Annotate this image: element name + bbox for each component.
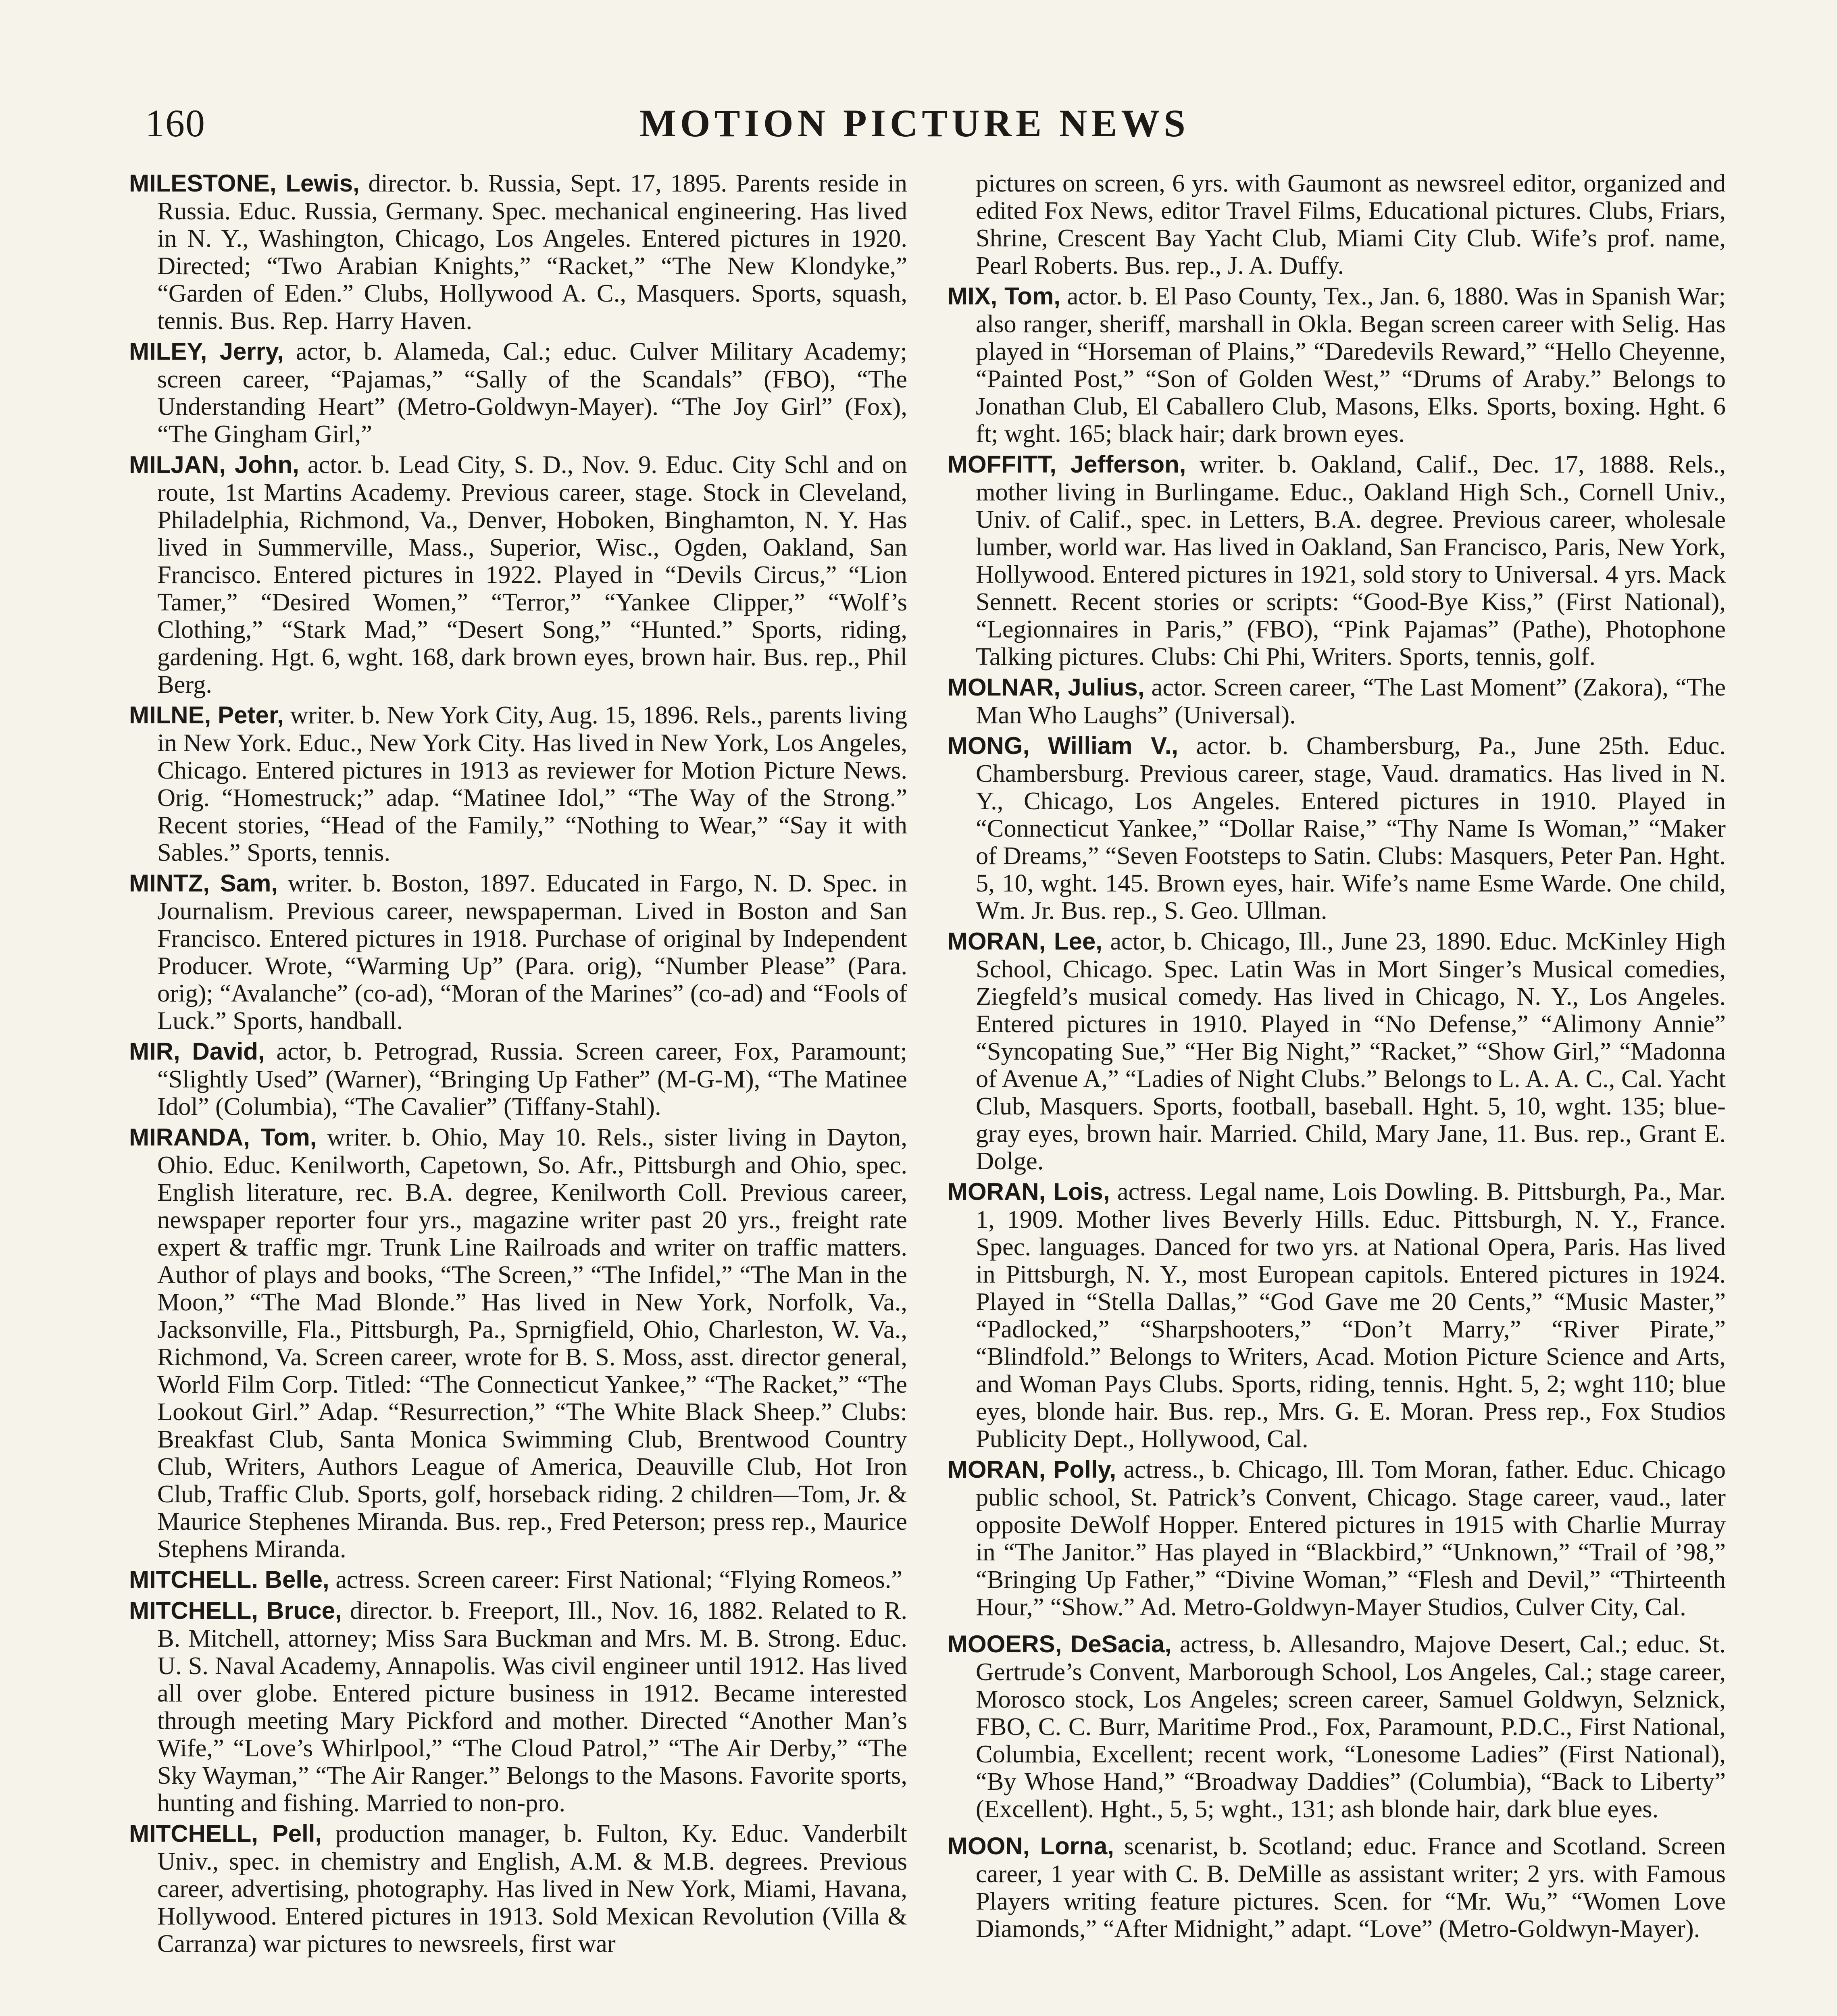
directory-entry <box>129 337 907 448</box>
entry-name: MOON, Lorna, <box>948 1833 1114 1860</box>
entry-name: MORAN, Lois, <box>948 1178 1110 1205</box>
entry-text: actor. b. Chambersburg, Pa., June 25th. Educ. Chambersburg. Previous career, stage, Vaud. dramatics. Has lived in N. Y., Chicago, Los Angeles. Entered pictures in 1910. Played in “Connecticut Yankee,” “Dollar Raise,” “Thy Name Is Woman,” “Maker of Dreams,” “Seven Footsteps to Satin. Clubs: Masquers, Peter Pan. Hght. 5, 10, wght. 145. Brown eyes, hair. Wife’s name Esme Warde. One child, Wm. Jr. Bus. rep., S. Geo. Ullman. <box>976 731 1726 925</box>
entry-text: actor. b. Lead City, S. D., Nov. 9. Educ. City Schl and on route, 1st Martins Academy. Previous career, stage. Stock in Cleveland, Philadelphia, Richmond, Va., Denver, Hoboken, Binghamton, N. Y. Has lived in Summerville, Mass., Superior, Wisc., Ogden, Oakland, San Francisco. Entered pictures in 1922. Played in “Devils Circus,” “Lion Tamer,” “Desired Women,” “Terror,” “Yankee Clipper,” “Wolf’s Clothing,” “Stark Mad,” “Desert Song,” “Hunted.” Sports, riding, gardening. Hgt. 6, wght. 168, dark brown eyes, brown hair. Bus. rep., Phil Berg. <box>157 450 907 698</box>
page-header <box>137 93 1692 153</box>
entry-text: actress., b. Chicago, Ill. Tom Moran, father. Educ. Chicago public school, St. Patrick’s Convent, Chicago. Stage career, vaud., later opposite DeWolf Hopper. Entered pictures in 1915 with Charlie Murray in “The Janitor.” Has played in “Blackbird,” “Unknown,” “Trail of ’98,” “Bringing Up Father,” “Divine Woman,” “Flesh and Devil,” “Thirteenth Hour,” “Show.” Ad. Metro-Goldwyn-Mayer Studios, Culver City, Cal. <box>976 1455 1726 1621</box>
entry-text: actress, b. Allesandro, Majove Desert, Cal.; educ. St. Gertrude’s Convent, Marborough School, Los Angeles, Cal.; stage career, Morosco stock, Los Angeles; screen career, Samuel Goldwyn, Selznick, FBO, C. C. Burr, Maritime Prod., Fox, Paramount, P.D.C., First National, Columbia, Excellent; recent work, “Lonesome Ladies” (First National), “By Whose Hand,” “Broadway Daddies” (Columbia), “Back to Liberty” (Excellent). Hght., 5, 5; wght., 131; ash blonde hair, dark blue eyes. <box>976 1630 1726 1823</box>
entry-text: director. b. Freeport, Ill., Nov. 16, 1882. Related to R. B. Mitchell, attorney; Miss Sara Buckman and Mrs. M. B. Strong. Educ. U. S. Naval Academy, Annapolis. Was civil engineer until 1912. Has lived all over globe. Entered picture business in 1912. Became interested through meeting Mary Pickford and mother. Directed “Another Man’s Wife,” “Love’s Whirlpool,” “The Cloud Patrol,” “The Air Derby,” “The Sky Wayman,” “The Air Ranger.” Belongs to the Masons. Favorite sports, hunting and fishing. Married to non-pro. <box>157 1596 907 1817</box>
directory-entry <box>948 732 1726 924</box>
entry-name: MORAN, Lee, <box>948 928 1102 955</box>
directory-entry <box>948 1630 1726 1822</box>
entry-text: scenarist, b. Scotland; educ. France and Scotland. Screen career, 1 year with C. B. DeMille as assistant writer; 2 yrs. with Famous Players writing feature pictures. Scen. for “Mr. Wu,” “Women Love Diamonds,” “After Midnight,” adapt. “Love” (Metro-Goldwyn-Mayer). <box>976 1832 1726 1943</box>
entry-name: MITCHELL, Pell, <box>129 1820 322 1847</box>
entry-text: actor. b. El Paso County, Tex., Jan. 6, 1880. Was in Spanish War; also ranger, sheriff, marshall in Okla. Began screen career with Selig. Has played in “Horseman of Plains,” “Daredevils Reward,” “Hello Cheyenne, “Painted Post,” “Son of Golden West,” “Drums of Araby.” Belongs to Jonathan Club, El Caballero Club, Masons, Elks. Sports, boxing. Hght. 6 ft; wght. 165; black hair; dark brown eyes. <box>976 282 1726 448</box>
directory-entry <box>948 450 1726 670</box>
entry-name: MOOERS, DeSacia, <box>948 1631 1172 1658</box>
directory-entry <box>948 169 1726 279</box>
running-title: MOTION PICTURE NEWS <box>639 102 1189 145</box>
entry-text: actor, b. Petrograd, Russia. Screen career, Fox, Paramount; “Slightly Used” (Warner), “Bringing Up Father” (M-G-M), “The Matinee Idol” (Columbia), “The Cavalier” (Tiffany-Stahl). <box>157 1037 907 1120</box>
entry-name: MIR, David, <box>129 1038 265 1065</box>
entry-text: actor, b. Alameda, Cal.; educ. Culver Military Academy; screen career, “Pajamas,” “Sally of the Scandals” (FBO), “The Understanding Heart” (Metro-Goldwyn-Mayer). “The Joy Girl” (Fox), “The Gingham Girl,” <box>157 337 907 448</box>
entry-name: MONG, William V., <box>948 732 1179 759</box>
directory-entry <box>129 1820 907 1957</box>
directory-entry <box>129 1037 907 1120</box>
directory-entry <box>948 927 1726 1175</box>
directory-entry <box>948 1178 1726 1452</box>
entry-name: MILEY, Jerry, <box>129 338 284 365</box>
entry-text: pictures on screen, 6 yrs. with Gaumont as newsreel editor, organized and edited Fox News, editor Travel Films, Educational pictures. Clubs, Friars, Shrine, Crescent Bay Yacht Club, Miami City Club. Wife’s prof. name, Pearl Roberts. Bus. rep., J. A. Duffy. <box>976 169 1726 279</box>
directory-entry <box>129 701 907 866</box>
entry-text: writer. b. New York City, Aug. 15, 1896. Rels., parents living in New York. Educ., New York City. Has lived in New York, Los Angeles, Chicago. Entered pictures in 1913 as reviewer for Motion Picture News. Orig. “Homestruck;” adap. “Matinee Idol,” “The Way of the Strong.” Recent stories, “Head of the Family,” “Nothing to Wear,” “Say it with Sables.” Sports, tennis. <box>157 701 907 866</box>
entry-name: MOLNAR, Julius, <box>948 674 1145 701</box>
directory-entry <box>129 169 907 334</box>
entry-name: MORAN, Polly, <box>948 1456 1116 1483</box>
left-column <box>129 169 907 2016</box>
entry-name: MIRANDA, Tom, <box>129 1124 317 1151</box>
entry-text: actress. Screen career: First National; “Flying Romeos.” <box>329 1565 903 1593</box>
entry-name: MITCHELL. Belle, <box>129 1566 329 1593</box>
directory-entry <box>129 1566 907 1593</box>
entry-text: writer. b. Oakland, Calif., Dec. 17, 1888. Rels., mother living in Burlingame. Educ., Oakland High Sch., Cornell Univ., Univ. of Calif., spec. in Letters, B.A. degree. Previous career, wholesale lumber, world war. Has lived in Oakland, San Francisco, Paris, New York, Hollywood. Entered pictures in 1921, sold story to Universal. 4 yrs. Mack Sennett. Recent stories or scripts: “Good-Bye Kiss,” (First National), “Legionnaires in Paris,” (FBO), “Pink Pajamas” (Pathe), Photophone Talking pictures. Clubs: Chi Phi, Writers. Sports, tennis, golf. <box>976 450 1726 671</box>
entry-text: writer. b. Boston, 1897. Educated in Fargo, N. D. Spec. in Journalism. Previous career, newspaperman. Lived in Boston and San Francisco. Entered pictures in 1918. Purchase of original by Independent Producer. Wrote, “Warming Up” (Para. orig), “Number Please” (Para. orig); “Avalanche” (co-ad), “Moran of the Marines” (co-ad) and “Fools of Luck.” Sports, handball. <box>157 869 907 1035</box>
directory-entry <box>948 282 1726 447</box>
entry-name: MILESTONE, Lewis, <box>129 170 360 197</box>
entry-text: production manager, b. Fulton, Ky. Educ. Vanderbilt Univ., spec. in chemistry and English, A.M. & M.B. degrees. Previous career, advertising, photography. Has lived in New York, Miami, Havana, Hollywood. Entered pictures in 1913. Sold Mexican Revolution (Villa & Carranza) war pictures to newsreels, first war <box>157 1819 907 1958</box>
entry-text: writer. b. Ohio, May 10. Rels., sister living in Dayton, Ohio. Educ. Kenilworth, Capetown, So. Afr., Pittsburgh and Ohio, spec. English literature, rec. B.A. degree, Kenilworth Coll. Previous career, newspaper reporter four yrs., magazine writer past 20 yrs., freight rate expert & traffic mgr. Trunk Line Railroads and writer on traffic matters. Author of plays and books, “The Screen,” “The Infidel,” “The Man in the Moon,” “The Mad Blonde.” Has lived in New York, Norfolk, Va., Jacksonville, Fla., Pittsburgh, Pa., Sprnigfield, Ohio, Charleston, W. Va., Richmond, Va. Screen career, wrote for B. S. Moss, asst. director general, World Film Corp. Titled: “The Connecticut Yankee,” “The Racket,” “The Lookout Girl.” Adap. “Resurrection,” “The White Black Sheep.” Clubs: Breakfast Club, Santa Monica Swimming Club, Brentwood Country Club, Writers, Authors League of America, Deauville Club, Hot Iron Club, Traffic Club. Sports, golf, horseback riding. 2 children—Tom, Jr. & Maurice Stephenes Miranda. Bus. rep., Fred Peterson; press rep., Maurice Stephens Miranda. <box>157 1123 907 1563</box>
entry-name: MINTZ, Sam, <box>129 870 278 897</box>
columns <box>129 169 1726 2016</box>
entry-text: actress. Legal name, Lois Dowling. B. Pittsburgh, Pa., Mar. 1, 1909. Mother lives Beverly Hills. Educ. Pittsburgh, N. Y., France. Spec. languages. Danced for two yrs. at National Opera, Paris. Has lived in Pittsburgh, N. Y., most European capitols. Entered pictures in 1924. Played in “Stella Dallas,” “God Gave me 20 Cents,” “Music Master,” “Padlocked,” “Sharpshooters,” “Don’t Marry,” “River Pirate,” “Blindfold.” Belongs to Writers, Acad. Motion Picture Science and Arts, and Woman Pays Clubs. Sports, riding, tennis. Hght. 5, 2; wght 110; blue eyes, blonde hair. Bus. rep., Mrs. G. E. Moran. Press rep., Fox Studios Publicity Dept., Hollywood, Cal. <box>976 1177 1726 1453</box>
directory-entry <box>129 869 907 1034</box>
directory-entry <box>948 1456 1726 1620</box>
entry-text: actor, b. Chicago, Ill., June 23, 1890. Educ. McKinley High School, Chicago. Spec. Latin Was in Mort Singer’s Musical comedies, Ziegfeld’s musical comedy. Has lived in Chicago, N. Y., Los Angeles. Entered pictures in 1910. Played in “No Defense,” “Alimony Annie” “Syncopating Sue,” “Her Big Night,” “Racket,” “Show Girl,” “Madonna of Avenue A,” “Ladies of Night Clubs.” Belongs to L. A. A. C., Cal. Yacht Club, Masquers. Sports, football, baseball. Hght. 5, 10, wght. 135; blue-gray eyes, brown hair. Married. Child, Mary Jane, 11. Bus. rep., Grant E. Dolge. <box>976 927 1726 1175</box>
directory-entry <box>129 1597 907 1816</box>
page-number: 160 <box>145 102 206 145</box>
directory-entry <box>948 1832 1726 1942</box>
entry-name: MILNE, Peter, <box>129 702 284 729</box>
entry-name: MOFFITT, Jefferson, <box>948 451 1186 478</box>
entry-text: director. b. Russia, Sept. 17, 1895. Parents reside in Russia. Educ. Russia, Germany. Spec. mechanical engineering. Has lived in N. Y., Washington, Chicago, Los Angeles. Entered pictures in 1920. Directed; “Two Arabian Knights,” “Racket,” “The New Klondyke,” “Garden of Eden.” Clubs, Hollywood A. C., Masquers. Sports, squash, tennis. Bus. Rep. Harry Haven. <box>157 169 907 335</box>
directory-entry <box>129 1123 907 1562</box>
entry-text: actor. Screen career, “The Last Moment” (Zakora), “The Man Who Laughs” (Universal). <box>976 673 1726 729</box>
directory-entry <box>129 451 907 698</box>
right-column <box>948 169 1726 2016</box>
entry-name: MITCHELL, Bruce, <box>129 1597 342 1624</box>
entry-name: MIX, Tom, <box>948 283 1060 310</box>
directory-entry <box>948 673 1726 729</box>
entry-name: MILJAN, John, <box>129 451 299 478</box>
